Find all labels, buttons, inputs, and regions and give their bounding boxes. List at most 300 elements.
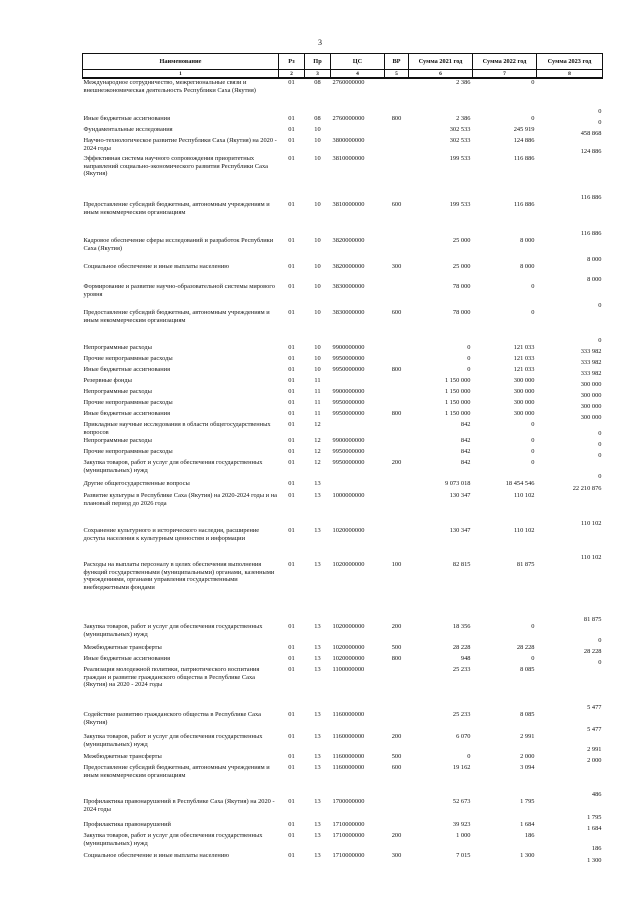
row-cs: 2760000000 (332, 79, 365, 86)
row-cs: 9900000000 (332, 437, 365, 444)
row-sum-2021: 302 533 (449, 137, 471, 144)
table-row (83, 437, 603, 448)
row-pr: 12 (314, 448, 321, 455)
row-pr: 12 (314, 437, 321, 444)
row-pr: 08 (314, 79, 321, 86)
table-row (83, 852, 603, 864)
row-sum-2023: 333 982 (580, 358, 602, 366)
row-vr: 500 (391, 753, 402, 760)
row-sum-2022: 0 (531, 79, 535, 86)
table-row (83, 283, 603, 309)
col-header-name: Наименование (83, 54, 279, 70)
row-cs: 9950000000 (332, 355, 365, 362)
row-rz: 01 (288, 832, 295, 839)
row-vr (385, 388, 409, 399)
table-row (83, 421, 603, 437)
row-rz: 01 (288, 137, 295, 144)
row-vr: 800 (391, 366, 402, 373)
row-name: Прочие непрограммные расходы (83, 355, 173, 362)
table-body (83, 78, 603, 864)
row-pr: 13 (314, 527, 321, 534)
table-row (83, 644, 603, 655)
table-row (83, 459, 603, 480)
row-rz: 01 (288, 344, 295, 351)
col-header-pr: Пр (305, 54, 331, 70)
row-name: Эффективная система научного сопровождения приоритетных направлений социально-экономического развития Республики Саха (Якутия) (83, 155, 268, 177)
row-pr: 12 (314, 459, 321, 466)
row-pr: 13 (314, 821, 321, 828)
row-vr: 300 (391, 852, 402, 859)
row-name: Иные бюджетные ассигнования (83, 655, 171, 662)
row-vr (385, 399, 409, 410)
row-pr: 10 (314, 155, 321, 162)
row-sum-2022: 300 000 (513, 410, 535, 417)
row-pr: 13 (314, 655, 321, 662)
row-cs: 1710000000 (332, 832, 365, 839)
col-number-4: 4 (331, 70, 385, 79)
row-sum-2022: 124 886 (513, 137, 535, 144)
row-cs: 1160000000 (332, 764, 365, 771)
row-name: Прочие непрограммные расходы (83, 399, 173, 406)
row-rz: 01 (288, 437, 295, 444)
row-vr (385, 798, 409, 821)
row-name: Предоставление субсидий бюджетным, автономным учреждениям и иным некоммерческим организациям (83, 764, 270, 779)
row-name: Содействие развитию гражданского общества в Республике Саха (Якутия) (83, 711, 261, 726)
row-cs: 9950000000 (332, 410, 365, 417)
row-rz: 01 (288, 155, 295, 162)
row-name: Другие общегосударственные вопросы (83, 480, 190, 487)
row-pr: 13 (314, 644, 321, 651)
row-pr: 10 (314, 283, 321, 290)
row-sum-2023: 486 (591, 790, 602, 798)
row-rz: 01 (288, 480, 295, 487)
row-vr: 500 (391, 644, 402, 651)
row-name: Научно-технологическое развитие Республики Саха (Якутия) на 2020 - 2024 годы (83, 137, 277, 152)
row-cs: 1710000000 (332, 852, 365, 859)
row-vr (385, 711, 409, 733)
table-row (83, 309, 603, 344)
row-rz: 01 (288, 798, 295, 805)
table-row (83, 798, 603, 821)
row-name: Межбюджетные трансферты (83, 644, 162, 651)
row-rz: 01 (288, 492, 295, 499)
row-sum-2022: 18 454 546 (505, 480, 535, 487)
row-cs: 9950000000 (332, 399, 365, 406)
row-vr (385, 421, 409, 437)
row-pr: 10 (314, 201, 321, 208)
row-sum-2022: 300 000 (513, 377, 535, 384)
row-cs: 1020000000 (332, 527, 365, 534)
row-pr: 13 (314, 798, 321, 805)
row-rz: 01 (288, 459, 295, 466)
row-rz: 01 (288, 421, 295, 428)
row-sum-2022: 245 919 (513, 126, 535, 133)
row-sum-2022: 2 991 (520, 733, 535, 740)
row-sum-2023: 8 000 (587, 255, 602, 263)
row-pr: 10 (314, 126, 321, 133)
table-row (83, 655, 603, 666)
row-pr: 10 (314, 355, 321, 362)
col-number-5: 5 (385, 70, 409, 79)
row-sum-2022: 3 094 (520, 764, 535, 771)
row-sum-2022: 110 102 (513, 492, 535, 499)
table-row (83, 126, 603, 137)
row-rz: 01 (288, 527, 295, 534)
row-sum-2023: 28 228 (583, 647, 602, 655)
row-rz: 01 (288, 237, 295, 244)
page-number: 3 (318, 38, 322, 47)
row-rz: 01 (288, 764, 295, 771)
row-vr: 200 (391, 459, 402, 466)
row-name: Закупка товаров, работ и услуг для обеспечения государственных (муниципальных) нужд (83, 623, 263, 638)
row-vr (385, 480, 409, 492)
row-sum-2022: 0 (531, 437, 535, 444)
row-sum-2021: 39 923 (452, 821, 471, 828)
row-name: Непрограммные расходы (83, 344, 152, 351)
row-sum-2022: 0 (531, 115, 535, 122)
table-row (83, 115, 603, 126)
row-rz: 01 (288, 115, 295, 122)
row-sum-2021: 842 (460, 421, 471, 428)
row-cs: 1160000000 (332, 733, 365, 740)
row-vr (385, 283, 409, 309)
row-rz: 01 (288, 852, 295, 859)
row-cs: 3810000000 (332, 201, 365, 208)
row-vr (385, 377, 409, 388)
row-sum-2023: 0 (598, 451, 602, 459)
row-cs: 3830000000 (332, 283, 365, 290)
row-name: Социальное обеспечение и иные выплаты населению (83, 852, 230, 859)
row-rz: 01 (288, 126, 295, 133)
row-pr: 10 (314, 237, 321, 244)
row-sum-2021: 130 347 (449, 492, 471, 499)
row-vr (385, 448, 409, 459)
row-vr (385, 78, 409, 115)
row-sum-2021: 130 347 (449, 527, 471, 534)
row-sum-2021: 1 150 000 (444, 377, 471, 384)
table-row (83, 201, 603, 237)
table-row (83, 366, 603, 377)
row-sum-2022: 121 033 (513, 344, 535, 351)
row-rz: 01 (288, 309, 295, 316)
col-number-8: 8 (537, 70, 603, 79)
header-row (83, 54, 603, 70)
row-vr (385, 355, 409, 366)
row-rz: 01 (288, 733, 295, 740)
row-pr: 13 (314, 666, 321, 673)
row-sum-2022: 1 684 (520, 821, 535, 828)
row-vr: 100 (391, 561, 402, 568)
row-name: Прочие непрограммные расходы (83, 448, 173, 455)
row-sum-2021: 0 (467, 355, 471, 362)
row-rz: 01 (288, 655, 295, 662)
row-rz: 01 (288, 666, 295, 673)
row-pr: 13 (314, 733, 321, 740)
row-sum-2022: 81 875 (516, 561, 535, 568)
row-vr (385, 437, 409, 448)
row-pr: 11 (314, 410, 321, 417)
row-name: Расходы на выплаты персоналу в целях обеспечения выполнения функций государственными (муниципальными) органами, казенными учреждениями, органами управления государственными внебюджетными фондами (83, 561, 275, 591)
row-vr (385, 344, 409, 355)
table-row (83, 666, 603, 711)
table-row (83, 137, 603, 155)
row-sum-2021: 302 533 (449, 126, 471, 133)
row-pr: 13 (314, 561, 321, 568)
row-sum-2022: 8 085 (520, 666, 535, 673)
table-row (83, 764, 603, 798)
row-name: Развитие культуры в Республике Саха (Якутия) на 2020-2024 годы и на плановый период до 2026 года (83, 492, 277, 507)
row-cs: 9950000000 (332, 448, 365, 455)
row-sum-2023: 1 684 (587, 824, 602, 832)
row-name: Закупка товаров, работ и услуг для обеспечения государственных (муниципальных) нужд (83, 733, 263, 748)
row-pr: 11 (314, 399, 321, 406)
row-name: Кадровое обеспечение сферы исследований и разработок Республики Саха (Якутия) (83, 237, 274, 252)
row-sum-2023: 124 886 (580, 147, 602, 155)
row-pr: 13 (314, 753, 321, 760)
row-sum-2022: 0 (531, 448, 535, 455)
row-sum-2022: 0 (531, 283, 535, 290)
row-sum-2023: 5 477 (587, 703, 602, 711)
row-sum-2023: 0 (598, 636, 602, 644)
table-row (83, 155, 603, 201)
row-sum-2022: 8 000 (520, 263, 535, 270)
row-cs: 1100000000 (332, 666, 365, 673)
row-cs: 1000000000 (332, 492, 365, 499)
row-sum-2022: 0 (531, 655, 535, 662)
row-sum-2022: 121 033 (513, 366, 535, 373)
row-sum-2021: 25 000 (452, 263, 471, 270)
row-sum-2022: 0 (531, 309, 535, 316)
row-rz: 01 (288, 623, 295, 630)
row-name: Социальное обеспечение и иные выплаты населению (83, 263, 230, 270)
row-sum-2023: 0 (598, 118, 602, 126)
row-sum-2021: 2 386 (456, 79, 471, 86)
row-name: Закупка товаров, работ и услуг для обеспечения государственных (муниципальных) нужд (83, 459, 263, 474)
row-name: Непрограммные расходы (83, 437, 152, 444)
table-row (83, 263, 603, 283)
row-cs: 9900000000 (332, 344, 365, 351)
row-sum-2021: 1 000 (456, 832, 471, 839)
row-cs: 1710000000 (332, 821, 365, 828)
table-row (83, 399, 603, 410)
row-cs: 1020000000 (332, 644, 365, 651)
row-name: Непрограммные расходы (83, 388, 152, 395)
row-rz: 01 (288, 399, 295, 406)
row-name: Резервные фонды (83, 377, 132, 384)
row-sum-2023: 458 868 (580, 129, 602, 137)
row-rz: 01 (288, 821, 295, 828)
row-cs: 3820000000 (332, 237, 365, 244)
row-sum-2022: 300 000 (513, 388, 535, 395)
row-pr: 10 (314, 366, 321, 373)
row-sum-2021: 9 073 018 (444, 480, 471, 487)
col-header-sum-2021: Сумма 2021 год (409, 54, 473, 70)
row-sum-2023: 110 102 (580, 519, 602, 527)
row-sum-2023: 0 (598, 429, 602, 437)
row-pr: 13 (314, 480, 321, 487)
header-number-row (83, 70, 603, 79)
row-sum-2022: 0 (531, 459, 535, 466)
row-sum-2021: 0 (467, 366, 471, 373)
table-row (83, 561, 603, 623)
row-sum-2021: 1 150 000 (444, 410, 471, 417)
row-sum-2023: 1 795 (587, 813, 602, 821)
row-sum-2023: 8 000 (587, 275, 602, 283)
row-sum-2023: 0 (598, 472, 602, 480)
table-row (83, 388, 603, 399)
row-sum-2021: 842 (460, 448, 471, 455)
row-cs: 9950000000 (332, 459, 365, 466)
row-sum-2021: 28 228 (452, 644, 471, 651)
row-sum-2021: 25 233 (452, 666, 471, 673)
row-cs (331, 480, 385, 492)
row-sum-2022: 300 000 (513, 399, 535, 406)
table-row (83, 237, 603, 263)
row-name: Межбюджетные трансферты (83, 753, 162, 760)
row-pr: 13 (314, 623, 321, 630)
row-sum-2021: 78 000 (452, 283, 471, 290)
row-vr: 200 (391, 832, 402, 839)
row-sum-2023: 300 000 (580, 380, 602, 388)
row-sum-2022: 8 000 (520, 237, 535, 244)
col-number-3: 3 (305, 70, 331, 79)
row-rz: 01 (288, 79, 295, 86)
row-sum-2022: 1 795 (520, 798, 535, 805)
row-vr: 600 (391, 309, 402, 316)
row-sum-2021: 0 (467, 753, 471, 760)
row-rz: 01 (288, 388, 295, 395)
row-name: Предоставление субсидий бюджетным, автономным учреждениям и иным некоммерческим организациям (83, 309, 270, 324)
row-pr: 10 (314, 344, 321, 351)
row-sum-2023: 300 000 (580, 391, 602, 399)
row-rz: 01 (288, 366, 295, 373)
row-sum-2022: 116 886 (513, 201, 535, 208)
row-sum-2021: 948 (460, 655, 471, 662)
row-cs: 9950000000 (332, 366, 365, 373)
row-vr (385, 666, 409, 711)
row-rz: 01 (288, 561, 295, 568)
row-sum-2021: 199 533 (449, 155, 471, 162)
row-pr: 13 (314, 852, 321, 859)
row-sum-2022: 2 000 (520, 753, 535, 760)
row-sum-2023: 0 (598, 658, 602, 666)
table-row (83, 355, 603, 366)
row-cs (331, 421, 385, 437)
row-sum-2023: 333 982 (580, 347, 602, 355)
row-vr: 800 (391, 115, 402, 122)
row-sum-2022: 1 300 (520, 852, 535, 859)
row-sum-2023: 81 875 (583, 615, 602, 623)
row-sum-2023: 116 886 (580, 229, 602, 237)
row-sum-2021: 18 356 (452, 623, 471, 630)
row-pr: 10 (314, 263, 321, 270)
row-cs: 3820000000 (332, 263, 365, 270)
col-header-sum-2023: Сумма 2023 год (537, 54, 603, 70)
row-sum-2023: 0 (598, 336, 602, 344)
row-vr: 800 (391, 410, 402, 417)
table-row (83, 711, 603, 733)
row-pr: 11 (314, 388, 321, 395)
row-sum-2023: 0 (598, 440, 602, 448)
row-sum-2023: 2 991 (587, 745, 602, 753)
row-vr (385, 821, 409, 832)
row-sum-2021: 82 815 (452, 561, 471, 568)
row-cs: 3810000000 (332, 155, 365, 162)
row-name: Закупка товаров, работ и услуг для обеспечения государственных (муниципальных) нужд (83, 832, 263, 847)
table-row (83, 492, 603, 527)
row-sum-2023: 0 (598, 301, 602, 309)
row-name: Сохранение культурного и исторического наследия, расширение доступа населения к культурным ценностям и информации (83, 527, 260, 542)
row-rz: 01 (288, 283, 295, 290)
row-sum-2021: 199 533 (449, 201, 471, 208)
table-row (83, 821, 603, 832)
table-row (83, 78, 603, 115)
row-vr: 300 (391, 263, 402, 270)
row-pr: 13 (314, 764, 321, 771)
row-sum-2021: 52 673 (452, 798, 471, 805)
row-sum-2022: 116 886 (513, 155, 535, 162)
row-sum-2021: 1 150 000 (444, 388, 471, 395)
row-name: Иные бюджетные ассигнования (83, 410, 171, 417)
table-row (83, 623, 603, 644)
budget-table (82, 53, 603, 864)
row-sum-2021: 2 386 (456, 115, 471, 122)
row-vr (385, 126, 409, 137)
row-sum-2023: 300 000 (580, 413, 602, 421)
row-sum-2023: 5 477 (587, 725, 602, 733)
row-sum-2021: 19 162 (452, 764, 471, 771)
col-number-7: 7 (473, 70, 537, 79)
row-sum-2021: 25 233 (452, 711, 471, 718)
row-cs: 3800000000 (332, 137, 365, 144)
table-row (83, 527, 603, 561)
row-vr: 200 (391, 733, 402, 740)
row-cs: 1160000000 (332, 753, 365, 760)
col-header-cs: ЦС (331, 54, 385, 70)
row-sum-2023: 186 (591, 844, 602, 852)
table-row (83, 448, 603, 459)
row-pr: 13 (314, 711, 321, 718)
row-name: Профилактика правонарушений в Республике Саха (Якутия) на 2020 - 2024 годы (83, 798, 275, 813)
row-rz: 01 (288, 355, 295, 362)
row-sum-2022: 8 085 (520, 711, 535, 718)
row-name: Иные бюджетные ассигнования (83, 115, 171, 122)
table-row (83, 832, 603, 852)
row-cs: 1020000000 (332, 623, 365, 630)
row-name: Прикладные научные исследования в области общегосударственных вопросов (83, 421, 271, 436)
row-pr: 10 (314, 309, 321, 316)
row-pr: 13 (314, 492, 321, 499)
row-vr (385, 155, 409, 201)
row-pr: 11 (314, 377, 321, 384)
row-sum-2021: 25 000 (452, 237, 471, 244)
row-vr (385, 492, 409, 527)
row-sum-2021: 1 150 000 (444, 399, 471, 406)
row-cs: 1700000000 (332, 798, 365, 805)
row-name: Профилактика правонарушений (83, 821, 171, 828)
row-sum-2021: 7 015 (456, 852, 471, 859)
row-sum-2021: 842 (460, 437, 471, 444)
col-header-rz: Рз (279, 54, 305, 70)
row-name: Реализация молодежной политики, патриотического воспитания граждан и развитие гражданского общества в Республике Саха (Якутия) на 2020 - 2024 годы (83, 666, 260, 688)
row-rz: 01 (288, 448, 295, 455)
col-number-2: 2 (279, 70, 305, 79)
row-sum-2023: 22 210 876 (572, 484, 602, 492)
row-pr: 08 (314, 115, 321, 122)
row-rz: 01 (288, 711, 295, 718)
row-sum-2022: 0 (531, 421, 535, 428)
table-row (83, 753, 603, 764)
